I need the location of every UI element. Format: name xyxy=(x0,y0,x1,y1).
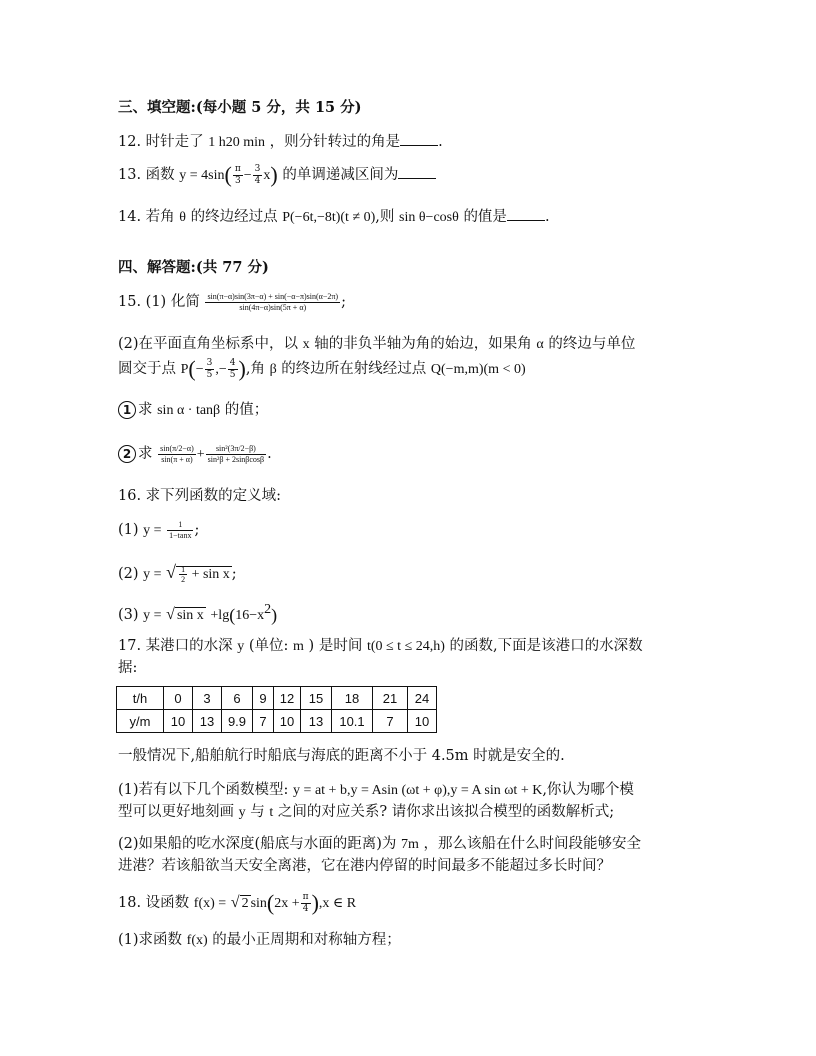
question-17-sub2-line1: (2)如果船的吃水深度(船底与水面的距离)为 7m ，那么该船在什么时间段能够安全 xyxy=(118,836,641,852)
question-14: 14. 若角 θ 的终边经过点 P(−6t,−8t)(t ≠ 0),则 sin θ−cosθ 的值是 . xyxy=(118,206,550,228)
table-header-cell: y/m xyxy=(117,710,164,733)
question-17-line1: 17. 某港口的水深 y (单位: m ) 是时间 t(0 ≤ t ≤ 24,h) 的函数,下面是该港口的水深数 xyxy=(118,638,643,654)
question-17-note: 一般情况下,船舶航行时船底与海底的距离不小于 4.5m 时就是安全的. xyxy=(118,748,565,764)
circled-number-2: 2 xyxy=(118,445,136,463)
question-16-title: 16. 求下列函数的定义域: xyxy=(118,488,282,504)
circled-number-1: 1 xyxy=(118,401,136,419)
question-18-sub1: (1)求函数 f(x) 的最小正周期和对称轴方程； xyxy=(118,932,401,948)
question-15-sub2: 2 求 $\frac{\sin(\pi/2-\alpha)}{\sin(\pi + \alpha)}$ + $\frac{\text{sin²(3π/2−β)}}{\text{sin²β + 2sinβcosβ}}$ . xyxy=(118,444,272,465)
table-row: t/h 0 3 6 9 12 15 18 21 24 xyxy=(117,687,437,710)
answer-blank xyxy=(398,164,436,179)
question-16-part1: (1) y = $\frac{1}{1-\tan x}$ ; xyxy=(118,520,200,540)
question-18: 18. 设函数 f(x) = √ 2 sin(2x + $\frac{\pi}{4}$ ),x ∈ R xyxy=(118,890,357,915)
question-17-sub1-line1: (1)若有以下几个函数模型: y = at + b,y = Asin (ωt + φ),y = A sin ωt + K,你认为哪个模 xyxy=(118,782,634,798)
question-15-part2-line2: 圆交于点 P(− $\frac{3}{5}$ ,− $\frac{4}{5}$ ),角 β 的终边所在射线经过点 Q(−m,m)(m < 0) xyxy=(118,356,526,381)
answer-blank xyxy=(507,206,545,221)
water-depth-table xyxy=(116,686,437,733)
question-16-part3: (3) y = √ $\sin x +\lg(16-x^2)$ xyxy=(118,602,278,625)
question-17-line2: 据: xyxy=(118,660,138,676)
question-15-part1: 15. (1) 化简 $\frac{\sin(\pi-\alpha)\sin(3\pi-\alpha) + \sin(-\alpha-\pi)\sin(\alpha-2\pi)}{\sin(4\pi-\alpha)\sin(5\pi + \alpha)}$ ; xyxy=(118,292,346,312)
question-17-sub1-line2: 型可以更好地刻画 y 与 t 之间的对应关系? 请你求出该拟合模型的函数解析式; xyxy=(118,804,615,820)
question-12: 12. 时针走了 1 h20 min ，则分针转过的角是 . xyxy=(118,131,443,153)
table-row: y/m 10 13 9.9 7 10 13 10.1 7 10 xyxy=(117,710,437,733)
answer-blank xyxy=(400,131,438,146)
section-4-heading: 四、解答题:(共 77 分) xyxy=(118,259,269,276)
question-16-part2: (2) y = √ $\frac{1}{2}$ + sin x ; xyxy=(118,562,237,585)
question-13: 13. 函数 y = 4sin( $\frac{\pi}{3}$ − $\frac{3}{4}$ x) 的单调递减区间为 xyxy=(118,164,436,186)
question-15-part2-line1: (2)在平面直角坐标系中，以 x 轴的非负半轴为角的始边，如果角 α 的终边与单位 xyxy=(118,336,636,352)
question-15-sub1: 1 求 sin α · tanβ 的值； xyxy=(118,400,268,421)
table-header-cell: t/h xyxy=(117,687,164,710)
section-3-heading: 三、填空题:(每小题 5 分，共 15 分) xyxy=(118,99,362,116)
question-17-sub2-line2: 进港？若该船欲当天安全离港，它在港内停留的时间最多不能超过多长时间？ xyxy=(118,858,611,874)
